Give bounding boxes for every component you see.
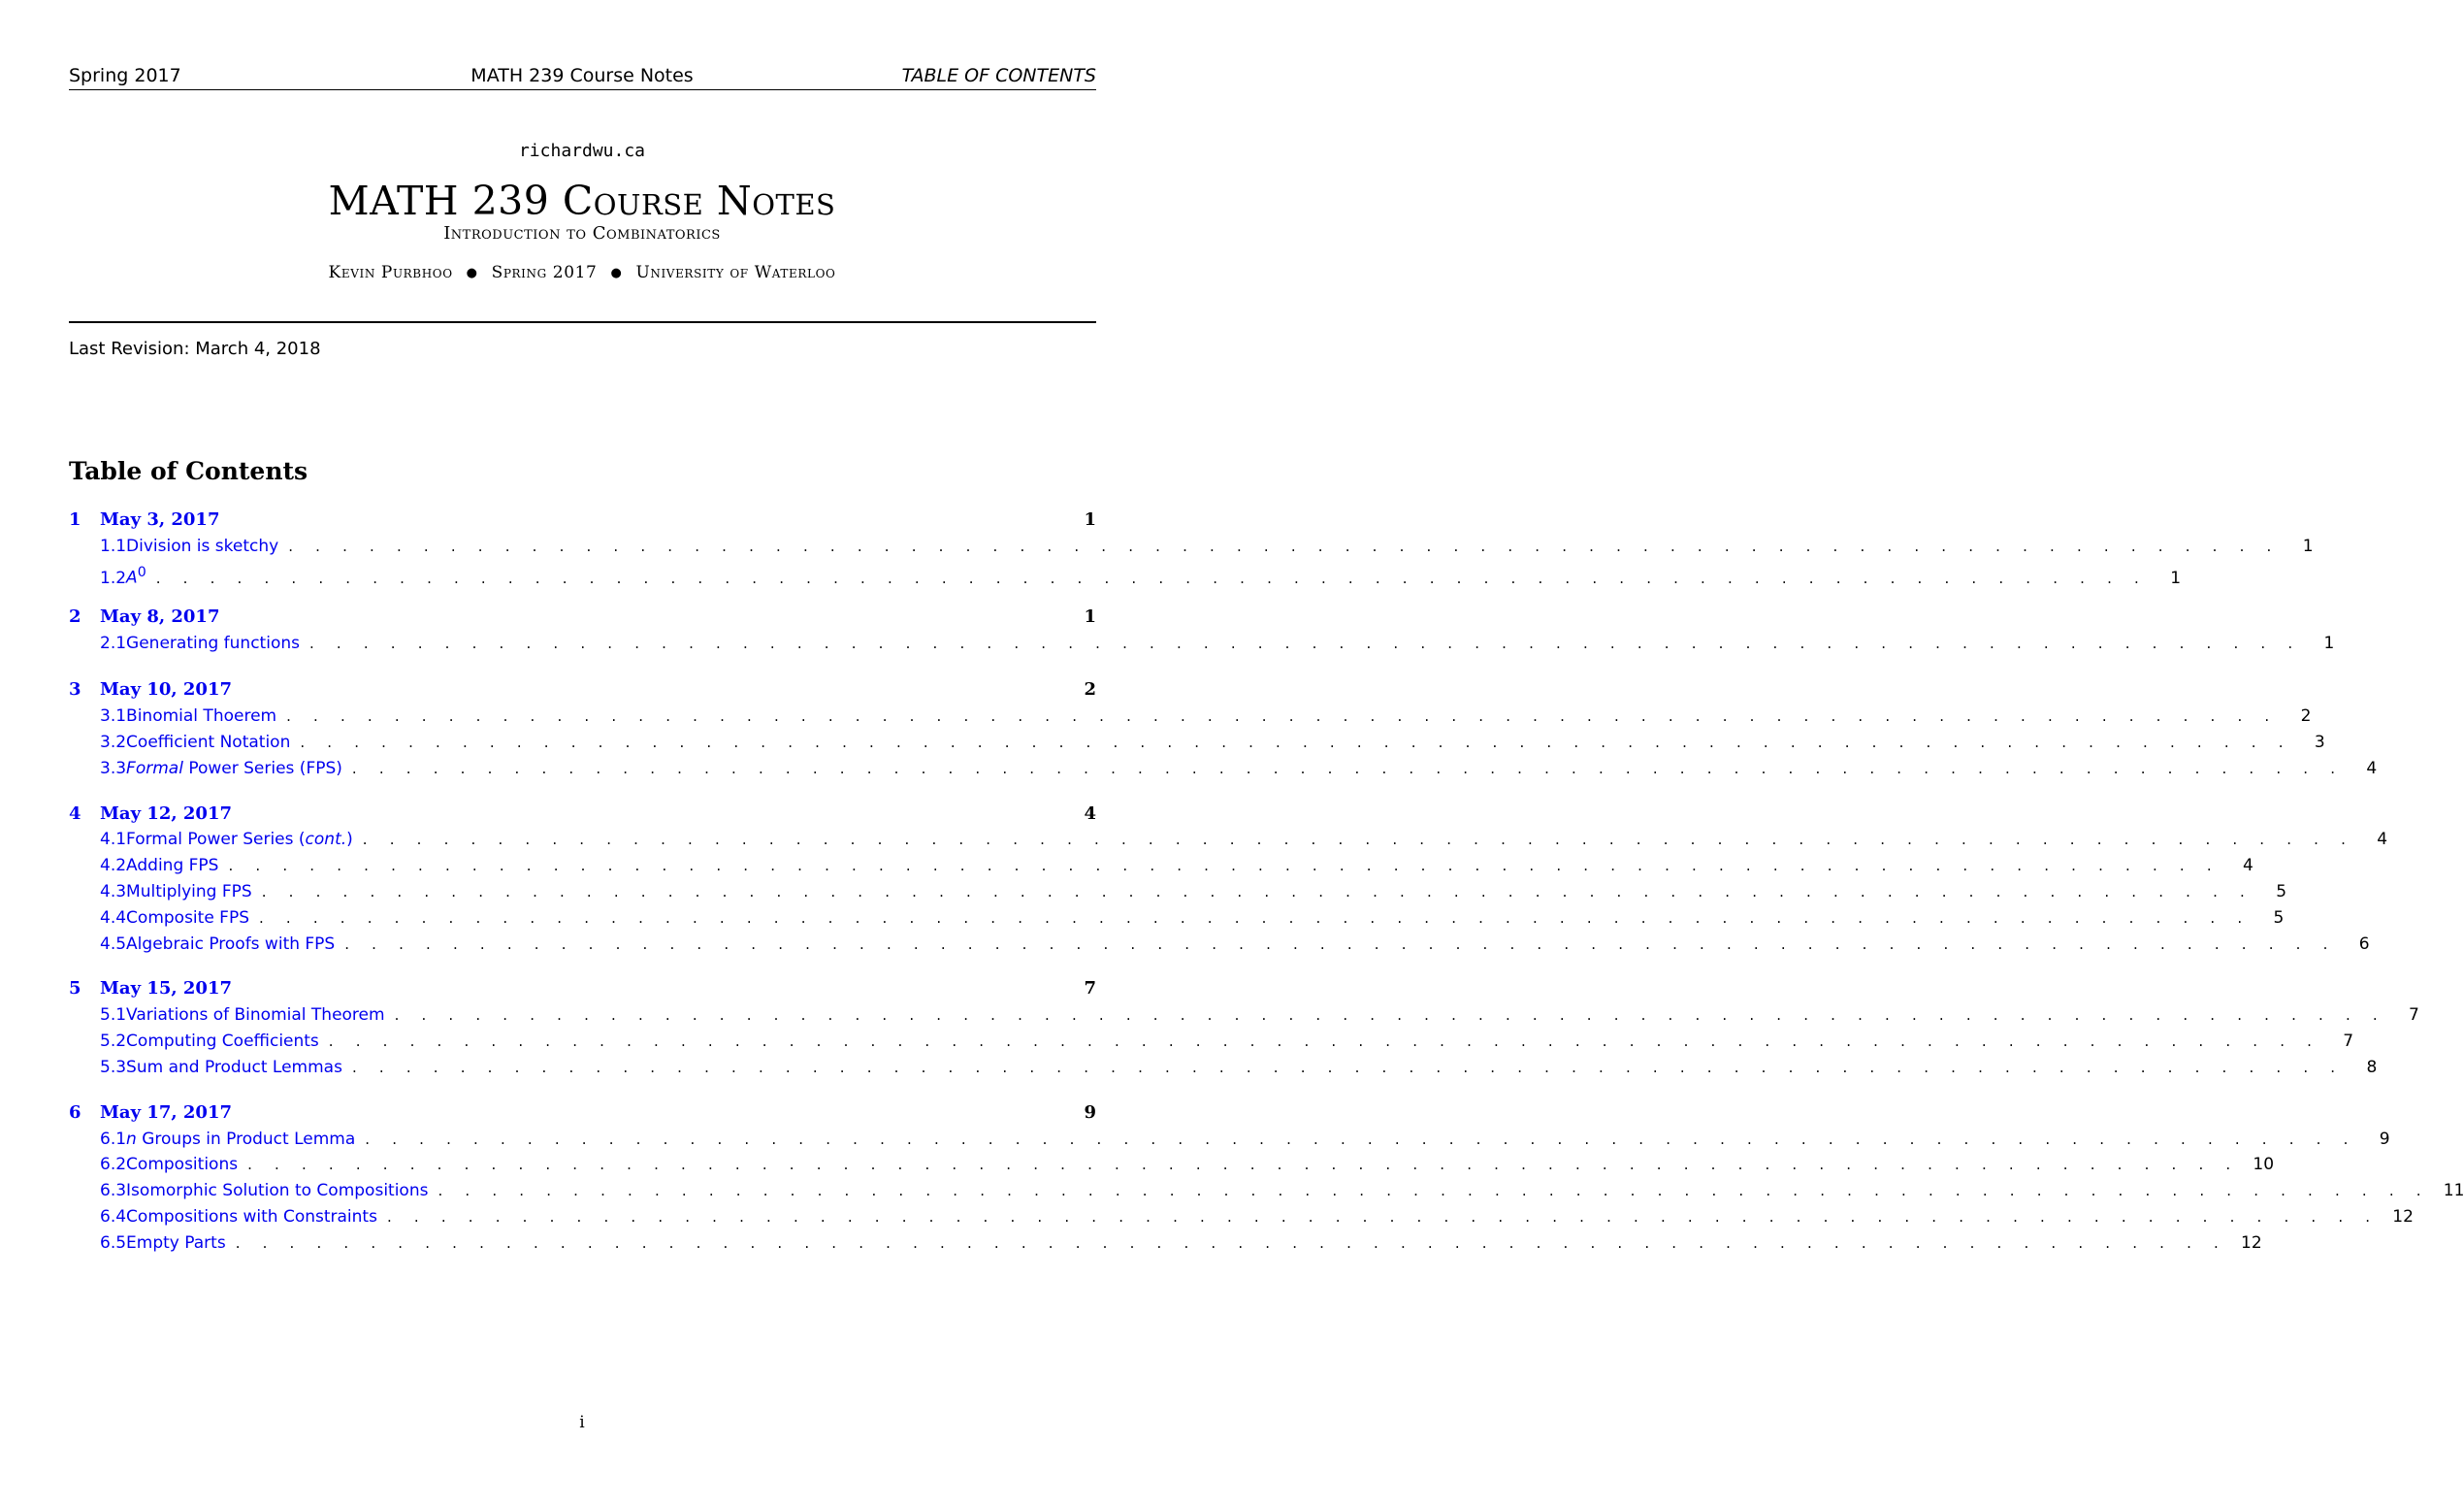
toc-page: 4 xyxy=(2366,759,2378,778)
toc-section-title[interactable]: May 8, 2017 xyxy=(100,606,220,627)
toc-subsection-title[interactable]: Coefficient Notation xyxy=(126,733,291,752)
toc-leader: . . . . . . . . . . . . . . . . . . . . . . . . . . . . . . . . . . . . . . . . . . . . . . . . . . . . . . . . . . . . . . . . . . . . . . . . . . xyxy=(247,1156,2240,1173)
document-title: MATH 239 Course Notes xyxy=(328,178,836,224)
toc-subsection[interactable] xyxy=(69,562,2182,589)
toc-leader: . . . . . . . . . . . . . . . . . . . . . . . . . . . . . . . . . . . . . . . . . . . . . . . . . . . . . . . . . . . . . . . . . . . . . . . . . . xyxy=(365,1130,2357,1148)
toc-subsection-title[interactable]: Binomial Thoerem xyxy=(126,706,277,726)
toc-subsection-number[interactable]: 6.1 xyxy=(100,1130,127,1149)
toc-subsection[interactable] xyxy=(69,536,2314,557)
toc-leader: . . . . . . . . . . . . . . . . . . . . . . . . . . . . . . . . . . . . . . . . . . . . . . . . . . . . . . . . . . . . . . . . . . . . . . . . . . xyxy=(286,707,2279,725)
toc-leader: . . . . . . . . . . . . . . . . . . . . . . . . . . . . . . . . . . . . . . . . . . . . . . . . . . . . . . . . . . . . . . . . . . . . . . . . . . xyxy=(394,1006,2386,1024)
toc-leader: . . . . . . . . . . . . . . . . . . . . . . . . . . . . . . . . . . . . . . . . . . . . . . . . . . . . . . . . . . . . . . . . . . . . . . . . . . xyxy=(351,760,2345,777)
toc-section[interactable] xyxy=(69,803,1096,825)
toc-page: 2 xyxy=(2300,706,2312,726)
toc-leader: . . . . . . . . . . . . . . . . . . . . . . . . . . . . . . . . . . . . . . . . . . . . . . . . . . . . . . . . . . . . . . . . . . . . . . . . . . xyxy=(344,935,2337,953)
toc-section-title[interactable]: May 3, 2017 xyxy=(100,509,220,530)
toc-section[interactable] xyxy=(69,606,1096,628)
last-revision: Last Revision: March 4, 2018 xyxy=(69,339,321,359)
toc-subsection[interactable] xyxy=(69,907,2285,929)
toc-subsection[interactable] xyxy=(69,1232,2262,1254)
toc-subsection-number[interactable]: 3.3 xyxy=(100,759,127,778)
bullet-icon: ● xyxy=(610,266,623,280)
toc-leader: . . . . . . . . . . . . . . . . . . . . . . . . . . . . . . . . . . . . . . . . . . . . . . . . . . . . . . . . . . . . . . . . . . . . . . . . . . xyxy=(386,1208,2380,1226)
toc-section[interactable] xyxy=(69,509,1096,531)
toc-page: 11 xyxy=(2443,1181,2464,1200)
toc-subsection-title[interactable] xyxy=(126,562,146,589)
toc-section-title[interactable]: May 15, 2017 xyxy=(100,978,232,999)
header-term: Spring 2017 xyxy=(69,65,181,86)
toc-subsection-title[interactable] xyxy=(126,758,342,779)
header-section: TABLE OF CONTENTS xyxy=(901,65,1096,86)
toc-section-number[interactable]: 5 xyxy=(69,978,81,999)
toc-leader: . . . . . . . . . . . . . . . . . . . . . . . . . . . . . . . . . . . . . . . . . . . . . . . . . . . . . . . . . . . . . . . . . . . . . . . . . . xyxy=(328,1032,2321,1050)
toc-subsection-number[interactable]: 1.1 xyxy=(100,537,127,556)
toc-section-number[interactable]: 2 xyxy=(69,606,81,627)
toc-section-title[interactable]: May 10, 2017 xyxy=(100,679,232,700)
toc-subsection[interactable] xyxy=(69,855,2253,876)
toc-page: 4 xyxy=(2377,830,2388,849)
toc-subsection-title[interactable]: Compositions with Constraints xyxy=(126,1207,377,1227)
toc-subsection-title[interactable]: Composite FPS xyxy=(126,908,249,928)
toc-subsection-number[interactable]: 4.1 xyxy=(100,830,127,849)
toc-page: 9 xyxy=(1084,1102,1096,1123)
toc-page: 2 xyxy=(1084,679,1096,700)
toc-subsection-number[interactable]: 6.5 xyxy=(100,1233,127,1253)
toc-leader: . . . . . . . . . . . . . . . . . . . . . . . . . . . . . . . . . . . . . . . . . . . . . . . . . . . . . . . . . . . . . . . . . . . . . . . . . . xyxy=(228,857,2221,874)
title-text: Power Series (FPS) xyxy=(182,759,342,778)
toc-subsection-title[interactable]: Sum and Product Lemmas xyxy=(126,1058,342,1077)
toc-subsection-title[interactable]: Compositions xyxy=(126,1155,239,1174)
math-variable: A xyxy=(126,568,138,588)
toc-subsection-number[interactable]: 5.1 xyxy=(100,1005,127,1025)
header-rule xyxy=(69,89,1096,90)
toc-subsection-number[interactable]: 4.3 xyxy=(100,882,127,901)
title-rule xyxy=(69,321,1096,323)
term: Spring 2017 xyxy=(491,263,598,282)
toc-leader: . . . . . . . . . . . . . . . . . . . . . . . . . . . . . . . . . . . . . . . . . . . . . . . . . . . . . . . . . . . . . . . . . . . . . . . . . . xyxy=(308,635,2302,652)
toc-leader: . . . . . . . . . . . . . . . . . . . . . . . . . . . . . . . . . . . . . . . . . . . . . . . . . . . . . . . . . . . . . . . . . . . . . . . . . . xyxy=(261,883,2254,901)
toc-subsection-title[interactable]: Generating functions xyxy=(126,634,300,653)
toc-section-number[interactable]: 1 xyxy=(69,509,81,530)
university: University of Waterloo xyxy=(635,263,836,282)
header-course: MATH 239 Course Notes xyxy=(470,65,694,86)
toc-subsection-number[interactable]: 6.2 xyxy=(100,1155,127,1174)
toc-page: 7 xyxy=(1084,978,1096,999)
author: Kevin Purbhoo xyxy=(328,263,453,282)
title-text: Formal Power Series ( xyxy=(126,830,306,849)
toc-page: 4 xyxy=(2242,856,2253,875)
toc-leader: . . . . . . . . . . . . . . . . . . . . . . . . . . . . . . . . . . . . . . . . . . . . . . . . . . . . . . . . . . . . . . . . . . . . . . . . . . xyxy=(259,909,2252,927)
toc-page: 1 xyxy=(1084,509,1096,530)
title-text: Groups in Product Lemma xyxy=(136,1130,356,1149)
toc-page: 1 xyxy=(1084,606,1096,627)
toc-subsection-number[interactable]: 5.2 xyxy=(100,1032,127,1051)
toc-leader: . . . . . . . . . . . . . . . . . . . . . . . . . . . . . . . . . . . . . . . . . . . . . . . . . . . . . . . . . . . . . . . . . . . . . . . . . . xyxy=(235,1234,2227,1252)
toc-subsection[interactable] xyxy=(69,1057,2378,1078)
toc-subsection-number[interactable]: 3.1 xyxy=(100,706,127,726)
toc-section-title[interactable]: May 12, 2017 xyxy=(100,803,232,824)
toc-section-number[interactable]: 4 xyxy=(69,803,81,824)
toc-leader: . . . . . . . . . . . . . . . . . . . . . . . . . . . . . . . . . . . . . . . . . . . . . . . . . . . . . . . . . . . . . . . . . . . . . . . . . . xyxy=(362,831,2355,848)
toc-leader: . . . . . . . . . . . . . . . . . . . . . . . . . . . . . . . . . . . . . . . . . . . . . . . . . . . . . . . . . . . . . . . . . . . . . . . . . . xyxy=(155,569,2149,587)
toc-subsection-title[interactable]: Adding FPS xyxy=(126,856,219,875)
toc-subsection-number[interactable]: 5.3 xyxy=(100,1058,127,1077)
title-text: ) xyxy=(346,830,353,849)
toc-leader: . . . . . . . . . . . . . . . . . . . . . . . . . . . . . . . . . . . . . . . . . . . . . . . . . . . . . . . . . . . . . . . . . . . . . . . . . . xyxy=(300,734,2292,751)
toc-section-number[interactable]: 3 xyxy=(69,679,81,700)
toc-page: 3 xyxy=(2314,733,2325,752)
toc-section[interactable] xyxy=(69,679,1096,701)
toc-subsection-number[interactable]: 2.1 xyxy=(100,634,127,653)
toc-leader: . . . . . . . . . . . . . . . . . . . . . . . . . . . . . . . . . . . . . . . . . . . . . . . . . . . . . . . . . . . . . . . . . . . . . . . . . . xyxy=(288,538,2281,555)
toc-page: 4 xyxy=(1084,803,1096,824)
toc-subsection-number[interactable]: 4.4 xyxy=(100,908,127,928)
document-subtitle: Introduction to Combinatorics xyxy=(443,223,721,244)
toc-page: 5 xyxy=(2273,908,2285,928)
toc-subsection[interactable] xyxy=(69,1129,2390,1150)
toc-heading: Table of Contents xyxy=(69,457,308,485)
toc-page: 8 xyxy=(2366,1058,2378,1077)
toc-section[interactable] xyxy=(69,978,1096,999)
math-variable: n xyxy=(126,1130,137,1149)
toc-subsection-title[interactable]: Variations of Binomial Theorem xyxy=(126,1005,385,1025)
toc-section-title[interactable]: May 17, 2017 xyxy=(100,1102,232,1123)
toc-subsection[interactable] xyxy=(69,758,2378,779)
toc-subsection-title[interactable]: Computing Coefficients xyxy=(126,1032,319,1051)
site-url[interactable]: richardwu.ca xyxy=(518,141,646,161)
toc-subsection[interactable] xyxy=(69,1180,2464,1201)
toc-subsection-number[interactable]: 4.5 xyxy=(100,934,127,954)
toc-subsection[interactable] xyxy=(69,732,2325,753)
toc-subsection[interactable] xyxy=(69,934,2370,955)
toc-subsection[interactable] xyxy=(69,705,2312,727)
toc-subsection-number[interactable]: 6.4 xyxy=(100,1207,127,1227)
toc-page: 7 xyxy=(2343,1032,2354,1051)
toc-page: 12 xyxy=(2392,1207,2414,1227)
toc-subsection[interactable] xyxy=(69,881,2287,902)
toc-page: 9 xyxy=(2379,1130,2390,1149)
toc-subsection-number[interactable]: 4.2 xyxy=(100,856,127,875)
toc-subsection-title[interactable]: Multiplying FPS xyxy=(126,882,252,901)
toc-subsection[interactable] xyxy=(69,1206,2414,1228)
italic-word: Formal xyxy=(126,759,183,778)
byline xyxy=(0,262,1164,285)
toc-leader: . . . . . . . . . . . . . . . . . . . . . . . . . . . . . . . . . . . . . . . . . . . . . . . . . . . . . . . . . . . . . . . . . . . . . . . . . . xyxy=(351,1059,2345,1076)
toc-subsection-number[interactable]: 6.3 xyxy=(100,1181,127,1200)
toc-subsection-title[interactable]: Isomorphic Solution to Compositions xyxy=(126,1181,429,1200)
toc-page: 7 xyxy=(2409,1005,2419,1025)
toc-subsection[interactable] xyxy=(69,1004,2419,1026)
toc-section-number[interactable]: 6 xyxy=(69,1102,81,1123)
toc-subsection-title[interactable]: Algebraic Proofs with FPS xyxy=(126,934,336,954)
math-superscript: 0 xyxy=(137,565,146,580)
toc-page: 6 xyxy=(2358,934,2370,954)
toc-page: 10 xyxy=(2253,1155,2275,1174)
toc-subsection-title[interactable]: Empty Parts xyxy=(126,1233,226,1253)
toc-page: 1 xyxy=(2170,568,2182,588)
toc-subsection-title[interactable] xyxy=(126,829,353,850)
toc-page: 1 xyxy=(2302,537,2314,556)
toc-subsection-number[interactable]: 1.2 xyxy=(100,568,127,588)
toc-subsection[interactable] xyxy=(69,1031,2354,1052)
italic-word: cont. xyxy=(305,830,347,849)
page-number: i xyxy=(579,1413,585,1432)
toc-subsection-title[interactable] xyxy=(126,1129,355,1150)
toc-section[interactable] xyxy=(69,1102,1096,1124)
toc-subsection-number[interactable]: 3.2 xyxy=(100,733,127,752)
toc-subsection[interactable] xyxy=(69,829,2388,850)
toc-subsection[interactable] xyxy=(69,633,2335,654)
toc-page: 5 xyxy=(2276,882,2287,901)
toc-page: 12 xyxy=(2241,1233,2262,1253)
toc-page: 1 xyxy=(2323,634,2335,653)
toc-subsection[interactable] xyxy=(69,1154,2275,1175)
toc-leader: . . . . . . . . . . . . . . . . . . . . . . . . . . . . . . . . . . . . . . . . . . . . . . . . . . . . . . . . . . . . . . . . . . . . . . . . . . xyxy=(438,1182,2430,1199)
bullet-icon: ● xyxy=(466,266,478,280)
toc-subsection-title[interactable]: Division is sketchy xyxy=(126,537,279,556)
